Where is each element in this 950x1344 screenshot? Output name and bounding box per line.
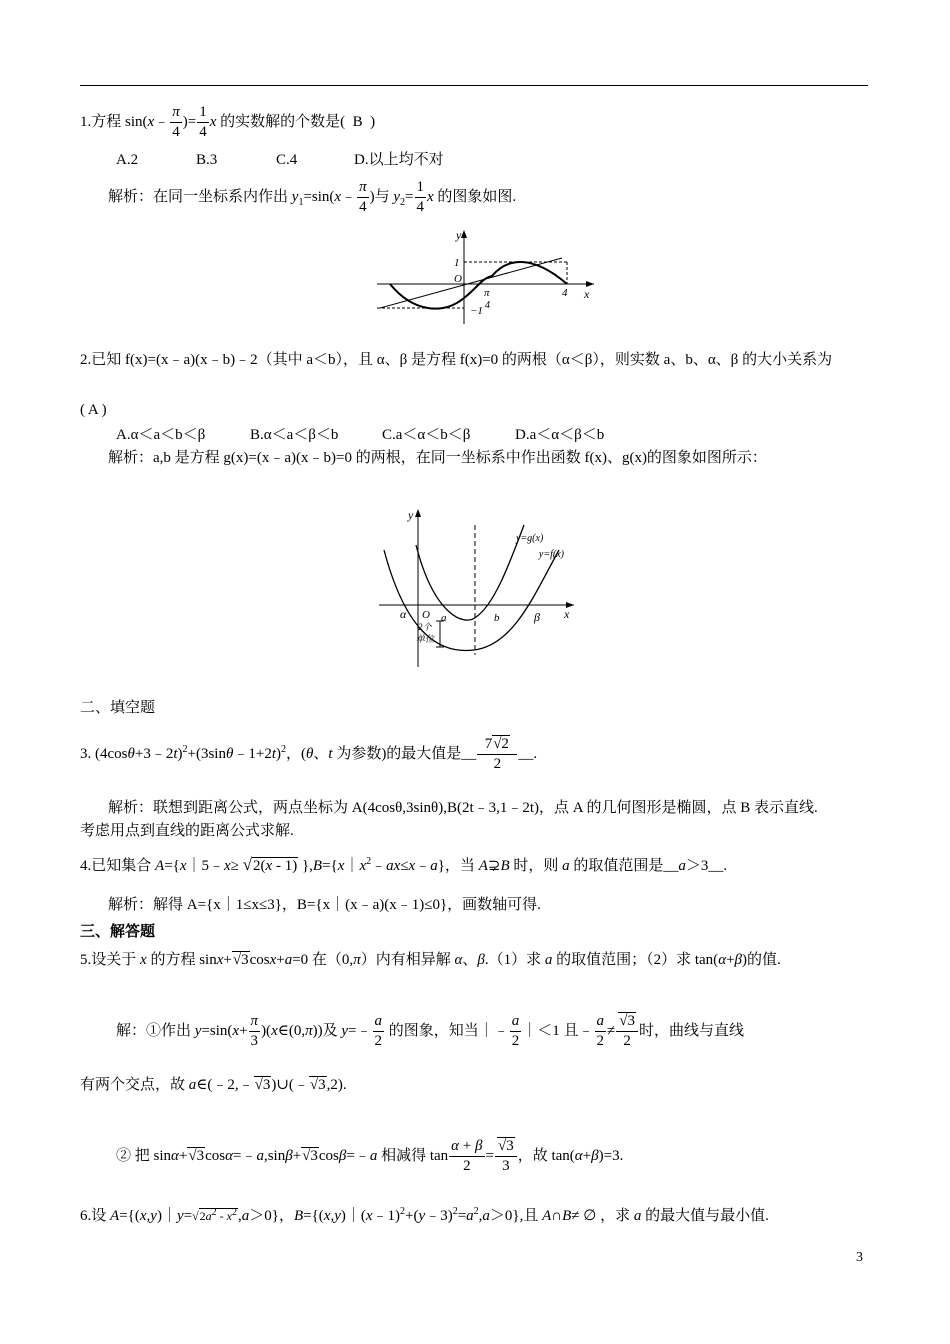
q2-answer: ( A ) — [80, 402, 107, 418]
q4-stem: 4.已知集合 A={x｜5﹣x≥ √2(x - 1) }$,B=\{x|x^2﹣ax\le x﹣a\}$，当 A⊋B 时，则 a 的取值范围是__a＞3__. — [80, 855, 728, 874]
q1-fig-x: x — [584, 287, 590, 301]
q2-fig-beta: β — [534, 610, 540, 624]
section-solve: 三、解答题 — [80, 924, 156, 940]
q2-figure — [374, 505, 584, 670]
q2-fig-a: a — [441, 612, 447, 624]
q1-option-d: D.以上均不对 — [354, 152, 444, 168]
q2-analysis: 解析：a,b 是方程 g(x)=(x﹣a)(x﹣b)=0 的两根，在同一坐标系中作出函数 f(x)、g(x)的图象如图所示： — [108, 450, 767, 466]
q5-sol2: ② 把 sinα+√3cosα=﹣a,sinβ+√3cosβ=﹣a 相减得 tan $\frac{\alpha + \beta}{2}$ = $\frac{√3}{3}$ ，故 tan(α+β)=3. — [116, 1138, 624, 1174]
q1-figure — [372, 226, 602, 326]
q5-sol1: 解：①作出 y=sin(x+ $\frac{\pi}{3}$ )(x∈(0,π))及 y=﹣ $\frac{a}{2}$ 的图象，知当｜﹣ $\frac{a}{2}$ ｜＜1 且﹣ $\frac{a}{2}$ ≠ $\frac{√3}{2}$ 时，曲线与直线 — [116, 1013, 745, 1049]
q1-option-b: B.3 — [196, 152, 218, 168]
q2-option-b: B.α＜a＜β＜b — [250, 427, 339, 443]
q2-fig-alpha: α — [400, 607, 407, 621]
q1-stem: 1.方程 sin(x﹣ $\frac{\pi}{4}$ )= $\frac{1}{4}$ x 的实数解的个数是( B ) — [80, 104, 376, 140]
page-number: 3 — [856, 1250, 863, 1265]
q3-stem: 3. (4cosθ+3﹣2t)$^2$+(3sinθ﹣1+2t)$^2$，(θ、t 为参数)的最大值是__ $\frac{7√2}{2}$ __. — [80, 736, 538, 772]
q2-stem: 2.已知 f(x)=(x﹣a)(x﹣b)﹣2（其中 a＜b），且 α、β 是方程 f(x)=0 的两根（α＜β），则实数 a、b、α、β 的大小关系为 — [80, 352, 833, 368]
q2-fig-y: y — [408, 508, 414, 522]
q1-analysis: 解析：在同一坐标系内作出 $y_1=\sin(x﹣$ $\frac{\pi}{4}$ )与 $y_2=$ $\frac{1}{4}$ x 的图象如图. — [108, 179, 517, 215]
q5-sol1b: 有两个交点，故 a∈(﹣2,﹣√3)∪(﹣√3,2). — [80, 1077, 347, 1093]
q2-fig-g: y=g(x) — [516, 533, 544, 544]
q1-option-a: A.2 — [116, 152, 139, 168]
q2-option-a: A.α＜a＜b＜β — [116, 427, 206, 443]
q1-fig-y: y — [456, 228, 462, 242]
q2-option-d: D.a＜α＜β＜b — [515, 427, 605, 443]
q1-fig-o: O — [454, 273, 462, 285]
q1-fig-4b: 4 — [562, 287, 568, 299]
q2-fig-b: b — [494, 612, 500, 624]
q6-stem: 6.设 $A=\{(x,y)|y=√2a^2 - x^2,a>0\}$，$B=\{(x,y)|(x﹣1)^2+(y﹣3)^2=a^2,a>0\}$,且 A∩B≠ ∅ ，求 a 的最大值与最小值. — [80, 1206, 769, 1224]
q2-fig-o: O — [422, 609, 430, 621]
q1-fig-pi: π — [484, 287, 490, 299]
section-fill-blank: 二、填空题 — [80, 699, 156, 716]
q3-analysis: 解析：联想到距离公式，两点坐标为 A(4cosθ,3sinθ),B(2t﹣3,1﹣2t)，点 A 的几何图形是椭圆，点 B 表示直线. — [108, 800, 818, 816]
q1-fig-4a: 4 — [485, 300, 490, 311]
q2-fig-x: x — [564, 607, 570, 621]
q4-analysis: 解析：解得 A={x｜1≤x≤3}，B={x｜(x﹣a)(x﹣1)≤0}，画数轴可得. — [108, 897, 541, 913]
q2-fig-2ge: 2个 — [418, 622, 432, 632]
q5-stem: 5.设关于 x 的方程 sinx+√3cosx+a=0 在（0,π）内有相异解 α、β.（1）求 a 的取值范围；（2）求 tan(α+β)的值. — [80, 952, 781, 968]
q1-fig-1: 1 — [454, 257, 460, 269]
q2-fig-unit: 单位 — [416, 634, 435, 644]
q1-option-c: C.4 — [276, 152, 298, 168]
q3-analysis-2: 考虑用点到直线的距离公式求解. — [80, 823, 294, 839]
q2-fig-f: y=f(x) — [538, 549, 564, 560]
q2-option-c: C.a＜α＜b＜β — [382, 427, 471, 443]
header-rule — [80, 85, 868, 86]
q1-fig-neg1: −1 — [470, 305, 483, 317]
